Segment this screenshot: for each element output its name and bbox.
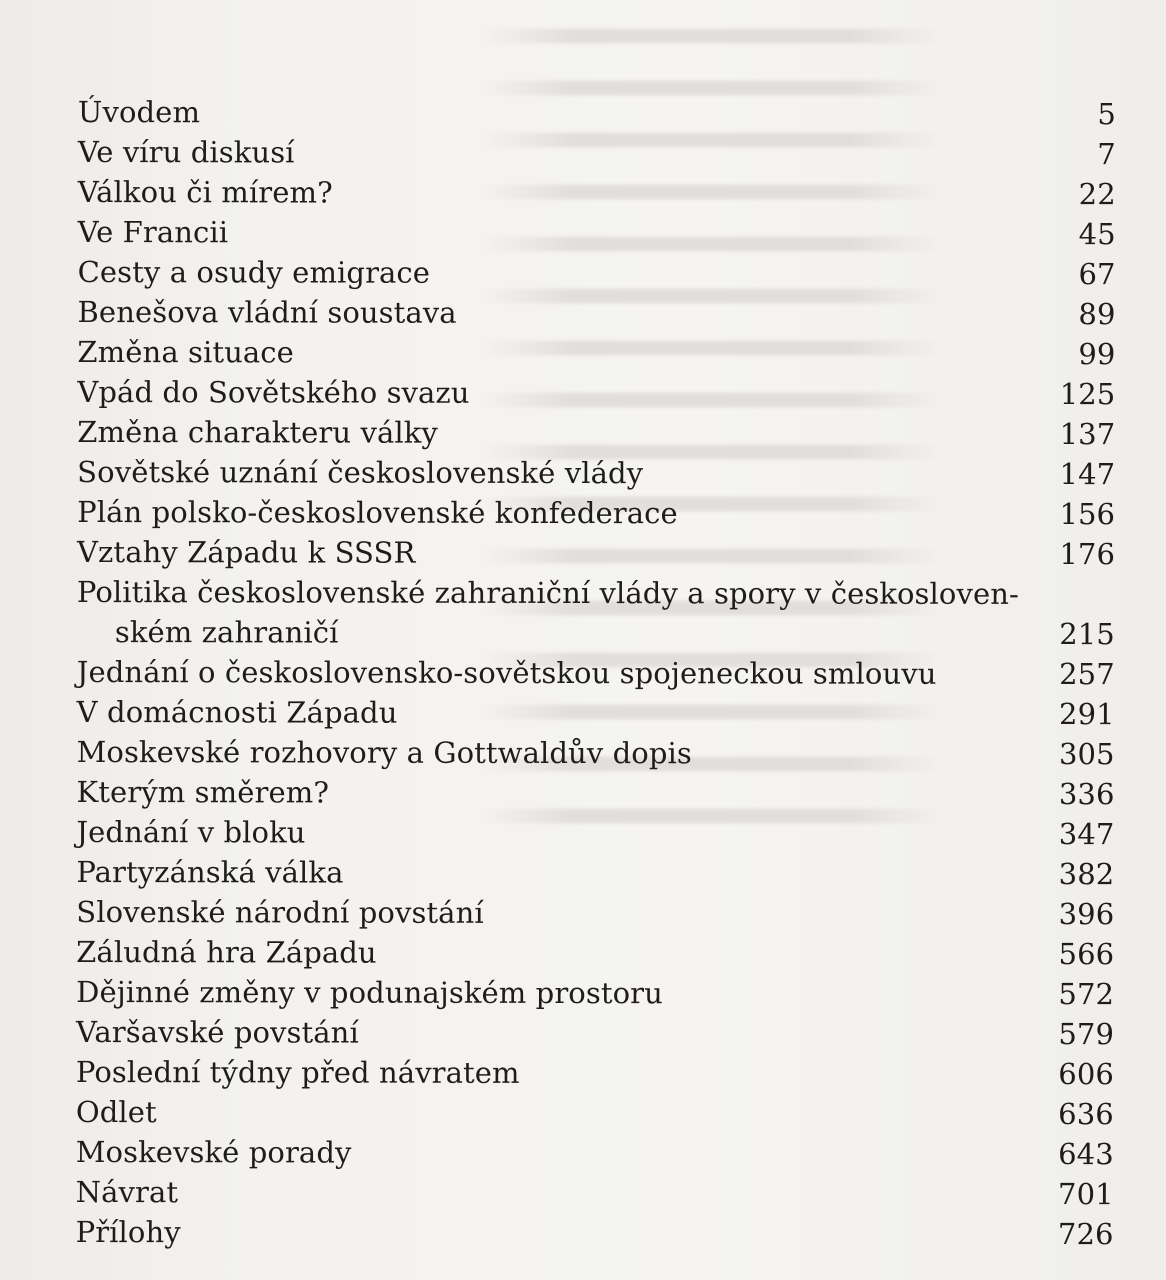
toc-entry-page-number: 382 (1058, 857, 1115, 892)
toc-entry (76, 1092, 1116, 1134)
toc-entry (78, 132, 1118, 174)
toc-entry-page-number: 726 (1057, 1217, 1114, 1252)
toc-entry-page-number: 137 (1059, 417, 1116, 452)
toc-entry-continuation (77, 612, 1117, 654)
toc-entry-title: Přílohy (75, 1214, 181, 1250)
toc-entry (78, 92, 1118, 134)
toc-entry-page-number: 176 (1059, 537, 1116, 572)
toc-entry (77, 732, 1117, 774)
toc-entry-page-number: 606 (1058, 1057, 1114, 1092)
toc-entry (78, 172, 1118, 214)
toc-entry-title: Jednání o československo-sovětskou spojeneckou smlouvu (76, 654, 937, 691)
toc-entry-page-number: 643 (1058, 1137, 1114, 1172)
toc-entry (78, 212, 1118, 254)
toc-entry-page-number: 701 (1058, 1177, 1114, 1212)
toc-entry-page-number: 257 (1059, 657, 1115, 692)
toc-entry (77, 532, 1117, 574)
toc-entry (76, 932, 1116, 974)
toc-entry-title: Kterým směrem? (76, 774, 330, 810)
toc-entry-page-number: 396 (1058, 897, 1115, 932)
toc-entry-page-number: 7 (1097, 137, 1116, 172)
toc-entry-title: Ve Francii (77, 214, 229, 250)
toc-entry-title: Vpád do Sovětského svazu (77, 374, 470, 410)
toc-entry (78, 252, 1118, 294)
toc-entry-wrapped (77, 572, 1117, 614)
toc-entry-title: Válkou či mírem? (77, 174, 333, 210)
toc-entry-title: Návrat (75, 1174, 179, 1210)
toc-entry (77, 372, 1117, 414)
toc-entry-page-number: 215 (1059, 617, 1115, 652)
toc-entry-title: Plán polsko-československé konfederace (77, 494, 678, 531)
toc-entry-page-number: 572 (1058, 977, 1115, 1012)
toc-entry (77, 412, 1117, 454)
toc-entry-title: Sovětské uznání československé vlády (77, 454, 644, 491)
toc-entry (76, 812, 1116, 854)
table-of-contents (76, 92, 1118, 1254)
toc-entry (76, 772, 1116, 814)
toc-entry-page-number: 89 (1078, 297, 1116, 332)
toc-entry (77, 332, 1117, 374)
toc-entry-title: Změna situace (77, 334, 294, 370)
toc-entry (76, 1052, 1116, 1094)
toc-entry-page-number: 305 (1058, 737, 1115, 772)
toc-entry (76, 1212, 1116, 1254)
toc-entry-page-number: 156 (1059, 497, 1116, 532)
toc-entry (77, 452, 1117, 494)
toc-entry (76, 892, 1116, 934)
toc-entry-page-number: 45 (1078, 217, 1116, 252)
toc-entry-page-number: 291 (1059, 697, 1115, 732)
toc-entry-title: Slovenské národní povstání (76, 894, 484, 930)
toc-entry-page-number: 336 (1058, 777, 1115, 812)
toc-entry-title: Jednání v bloku (76, 814, 306, 850)
toc-entry-title: Poslední týdny před návratem (75, 1054, 520, 1090)
toc-entry-page-number: 347 (1058, 817, 1115, 852)
toc-entry-title: Cesty a osudy emigrace (77, 254, 431, 290)
toc-entry-title: Politika československé zahraniční vlády a spory v českosloven- (76, 574, 1019, 611)
toc-entry (77, 692, 1117, 734)
toc-entry (76, 852, 1116, 894)
toc-entry-title: Vztahy Západu k SSSR (77, 534, 416, 570)
toc-entry-continuation-text: ském zahraničí (114, 615, 339, 650)
toc-entry-title: Ve víru diskusí (77, 134, 295, 170)
toc-entry-title: Partyzánská válka (76, 854, 344, 890)
toc-entry (76, 972, 1116, 1014)
toc-entry-title: Moskevské porady (75, 1134, 352, 1170)
toc-entry-title: Benešova vládní soustava (77, 294, 457, 330)
toc-entry-page-number: 22 (1078, 177, 1116, 212)
toc-entry-title: Změna charakteru války (77, 414, 438, 450)
toc-entry-page-number: 99 (1078, 337, 1116, 372)
toc-entry-title: Varšavské povstání (75, 1014, 359, 1050)
toc-entry-page-number: 125 (1059, 377, 1116, 412)
toc-entry (76, 1012, 1116, 1054)
toc-entry-title: Odlet (75, 1094, 157, 1130)
toc-entry-title: Úvodem (77, 94, 201, 130)
toc-entry (77, 292, 1117, 334)
toc-entry-title: Moskevské rozhovory a Gottwaldův dopis (76, 734, 692, 771)
toc-entry-page-number: 147 (1059, 457, 1116, 492)
toc-entry-title: Dějinné změny v podunajském prostoru (76, 974, 663, 1011)
toc-entry (77, 652, 1117, 694)
toc-entry-title: V domácnosti Západu (76, 694, 398, 730)
toc-entry (76, 1172, 1116, 1214)
toc-entry-page-number: 67 (1078, 257, 1116, 292)
toc-entry (76, 1132, 1116, 1174)
toc-entry-title: Záludná hra Západu (76, 934, 377, 970)
toc-entry-page-number: 636 (1058, 1097, 1114, 1132)
toc-entry-page-number: 566 (1058, 937, 1115, 972)
toc-entry-page-number: 579 (1058, 1017, 1115, 1052)
toc-entry-page-number: 5 (1097, 97, 1116, 132)
toc-entry (77, 492, 1117, 534)
